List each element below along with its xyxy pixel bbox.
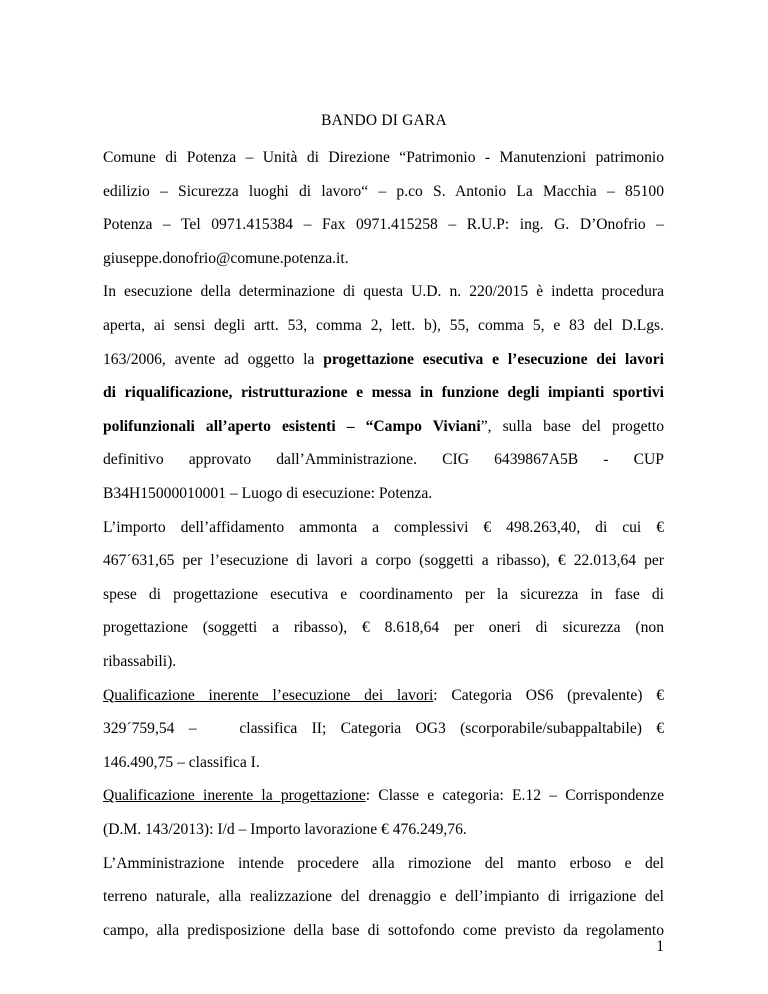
design-qualification-text: : Classe e categoria: E.12 – Corrispondenze [365, 787, 664, 805]
amount-line-1: L’importo dell’affidamento ammonta a complessivi € 498.263,40, di cui € [103, 518, 664, 536]
word: definitivo [103, 451, 164, 469]
acquisition-line-1: L’Amministrazione intende procedere alla rimozione del manto erboso e del [103, 854, 664, 872]
contracting-authority-line-1: Comune di Potenza – Unità di Direzione “Patrimonio - Manutenzioni patrimonio [103, 149, 664, 166]
design-qualification-heading: Qualificazione inerente la progettazione [103, 787, 366, 805]
page-number: 1 [656, 938, 664, 955]
design-qualification-line-2: (D.M. 143/2013): I/d – Importo lavorazione € 476.249,76. [103, 821, 467, 838]
amount-line-5: ribassabili). [103, 653, 177, 670]
procedure-line-2: aperta, ai sensi degli artt. 53, comma 2, lett. b), 55, comma 5, e 83 del D.Lgs. [103, 317, 664, 334]
works-qualification-line-1 [103, 686, 664, 706]
contact-email: giuseppe.donofrio@comune.potenza.it. [103, 249, 349, 267]
design-qualification-line-1 [103, 786, 664, 806]
works-qualification-line-3: 146.490,75 – classifica I. [103, 753, 260, 771]
procedure-line-4: di riqualificazione, ristrutturazione e messa in funzione degli impianti sportivi [103, 384, 664, 402]
works-qualification-text: : Categoria OS6 (prevalente) € [433, 686, 665, 704]
procedure-line-6 [103, 450, 664, 470]
procedure-text: 163/2006, avente ad oggetto la [103, 350, 324, 368]
procedure-line-5 [103, 417, 664, 437]
word: approvato [188, 451, 252, 469]
procedure-text: ”, sulla base del progetto [480, 417, 664, 435]
acquisition-line-3: campo, alla predisposizione della base di sottofondo come previsto da regolamento [103, 921, 664, 939]
cig-code: 6439867A5B [494, 451, 579, 469]
document-title: BANDO DI GARA [321, 112, 447, 129]
word: dall’Amministrazione. [276, 451, 417, 469]
contracting-authority-line-2: edilizio – Sicurezza luoghi di lavoro“ – p.co S. Antonio La Macchia – 85100 [103, 182, 664, 200]
works-qualification-line-2: 329´759,54 – classifica II; Categoria OG3 (scorporabile/subappaltabile) € [103, 720, 664, 738]
amount-line-2: 467´631,65 per l’esecuzione di lavori a corpo (soggetti a ribasso), € 22.013,64 per [103, 552, 664, 570]
amount-line-4: progettazione (soggetti a ribasso), € 8.618,64 per oneri di sicurezza (non [103, 619, 664, 637]
contracting-authority-line-3: Potenza – Tel 0971.415384 – Fax 0971.415258 – R.U.P: ing. G. D’Onofrio – [103, 216, 664, 234]
project-name-bold: polifunzionali all’aperto esistenti – “Campo Viviani [103, 417, 481, 435]
works-qualification-heading: Qualificazione inerente l’esecuzione dei lavori [103, 686, 434, 704]
procedure-subject-bold: progettazione esecutiva e l’esecuzione dei lavori [323, 350, 664, 368]
word: - [603, 451, 609, 469]
procedure-line-1: In esecuzione della determinazione di questa U.D. n. 220/2015 è indetta procedura [103, 283, 664, 301]
word: CUP [633, 451, 664, 469]
procedure-line-3 [103, 350, 664, 370]
acquisition-line-2: terreno naturale, alla realizzazione del drenaggio e dell’impianto di irrigazione del [103, 888, 664, 906]
procedure-line-7: B34H15000010001 – Luogo di esecuzione: Potenza. [103, 485, 433, 502]
word: CIG [442, 451, 469, 469]
amount-line-3: spese di progettazione esecutiva e coordinamento per la sicurezza in fase di [103, 585, 664, 603]
